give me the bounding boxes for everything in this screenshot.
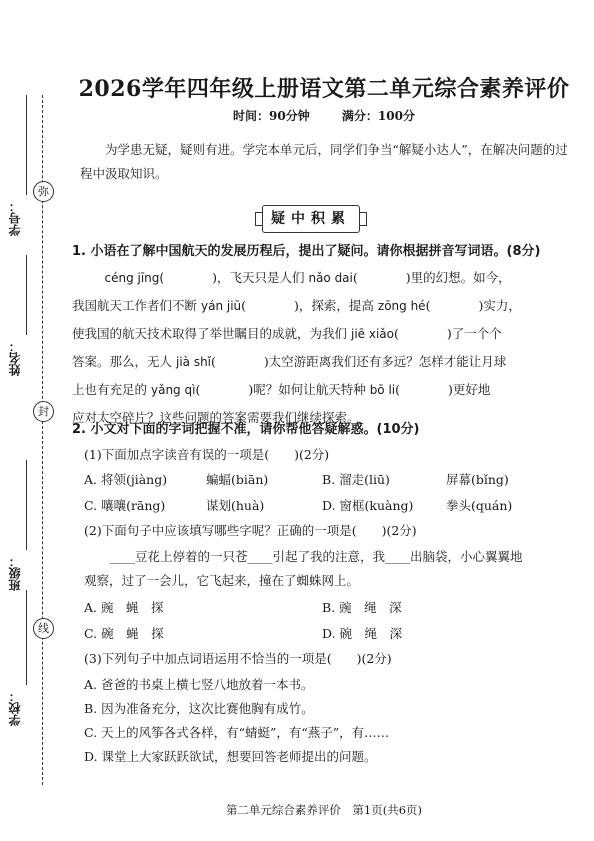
q2-p2-option-b: B. 豌 绳 深 <box>322 600 402 615</box>
field-school: 学校： <box>8 690 22 726</box>
q2-p3-option-d: D. 课堂上大家跃跃欲试，想要回答老师提出的问题。 <box>84 749 377 764</box>
question-1-head: 1. 小语在了解中国航天的发展历程后，提出了疑问。请你根据拼音写词语。(8分) <box>72 244 541 259</box>
q2-p3-option-a: A. 爸爸的书桌上横七竖八地放着一本书。 <box>84 677 314 692</box>
exam-time: 时间：90分钟 <box>233 109 310 123</box>
q2-part-3: (3)下列句子中加点词语运用不恰当的一项是( )(2分) <box>84 651 392 666</box>
question-1 <box>72 240 582 431</box>
q1-line-2: 我国航天工作者们不断 yán jiū( )，探索，提高 zōng hé( )实力， <box>72 298 521 313</box>
q2-p1-option-b2: 屏幕(bǐng) <box>446 472 509 487</box>
exam-score: 满分：100分 <box>341 109 415 123</box>
exam-info <box>66 107 582 124</box>
q1-line-1: céng jīng( )，飞天只是人们 nǎo dai( )里的幻想。如今， <box>104 270 511 285</box>
field-name-line <box>26 255 27 335</box>
q2-p2-option-d: D. 碗 绳 深 <box>322 626 403 641</box>
q1-line-6: 应对太空碎片？这些问题的答案需要我们继续探索。 <box>72 410 360 425</box>
field-school-line <box>26 590 27 685</box>
q1-line-3: 使我国的航天技术取得了举世瞩目的成就，为我们 jiē xiǎo( )了一个个 <box>72 326 502 341</box>
q2-p1-option-a2: 蝙蝠(biān) <box>206 472 269 487</box>
page-title: 2026学年四年级上册语文第二单元综合素养评价 <box>78 76 570 102</box>
q2-p1-option-d2: 拳头(quán) <box>446 498 513 513</box>
seal-mark-2: 封 <box>33 401 54 422</box>
seal-mark-1: 弥 <box>33 181 54 202</box>
field-student-id: 学号： <box>8 200 22 236</box>
q2-p1-option-a1: A. 将领(jiàng) <box>84 472 168 487</box>
field-student-id-line <box>26 95 27 195</box>
q2-p1-option-c1: C. 嚷嚷(rāng) <box>84 498 166 513</box>
q1-line-5: 上也有充足的 yǎng qì( )呢？如何让航天特种 bō li( )更好地 <box>72 382 491 397</box>
field-class: 班级： <box>8 555 22 591</box>
q2-part-2: (2)下面句子中应该填写哪些字呢？正确的一项是( )(2分) <box>84 523 417 538</box>
q2-p3-option-b: B. 因为准备充分，这次比赛他胸有成竹。 <box>84 701 314 716</box>
q1-line-4: 答案。那么，无人 jià shǐ( )太空游距离我们还有多远？怎样才能让月球 <box>72 354 507 369</box>
q2-p2-sentence-a: ____豆花上停着的一只苍____引起了我的注意，我____出脑袋，小心翼翼地 <box>110 549 523 564</box>
question-2-head: 2. 小文对下面的字词把握不准，请你帮他答疑解惑。(10分) <box>72 422 420 437</box>
q2-p1-option-b1: B. 溜走(liū) <box>322 472 390 487</box>
field-class-line <box>26 460 27 550</box>
field-name: 姓名： <box>8 340 22 376</box>
q2-p2-sentence-b: 观察，过了一会儿，它飞起来，撞在了蜘蛛网上。 <box>84 573 360 588</box>
intro-text: 为学患无疑，疑则有进。学完本单元后，同学们争当“解疑小达人”，在解决问题的过程中汲取知识。 <box>80 142 568 181</box>
binding-strip <box>0 0 62 841</box>
seal-mark-3: 线 <box>33 618 54 639</box>
q2-p2-option-a: A. 豌 蝇 探 <box>84 600 164 615</box>
section-title: 疑中积累 <box>262 205 360 233</box>
q2-p1-option-c2: 谋划(huà) <box>206 498 265 513</box>
question-1-passage <box>72 264 582 431</box>
q2-p3-option-c: C. 天上的风筝各式各样，有“蜻蜓”，有“燕子”，有…… <box>84 725 390 740</box>
q2-p1-option-d1: D. 窗框(kuàng) <box>322 498 414 513</box>
page-footer: 第二单元综合素养评价 第1页(共6页) <box>225 803 423 817</box>
q2-part-1: (1)下面加点字读音有误的一项是( )(2分) <box>84 447 330 462</box>
q2-p2-option-c: C. 碗 蝇 探 <box>84 626 164 641</box>
